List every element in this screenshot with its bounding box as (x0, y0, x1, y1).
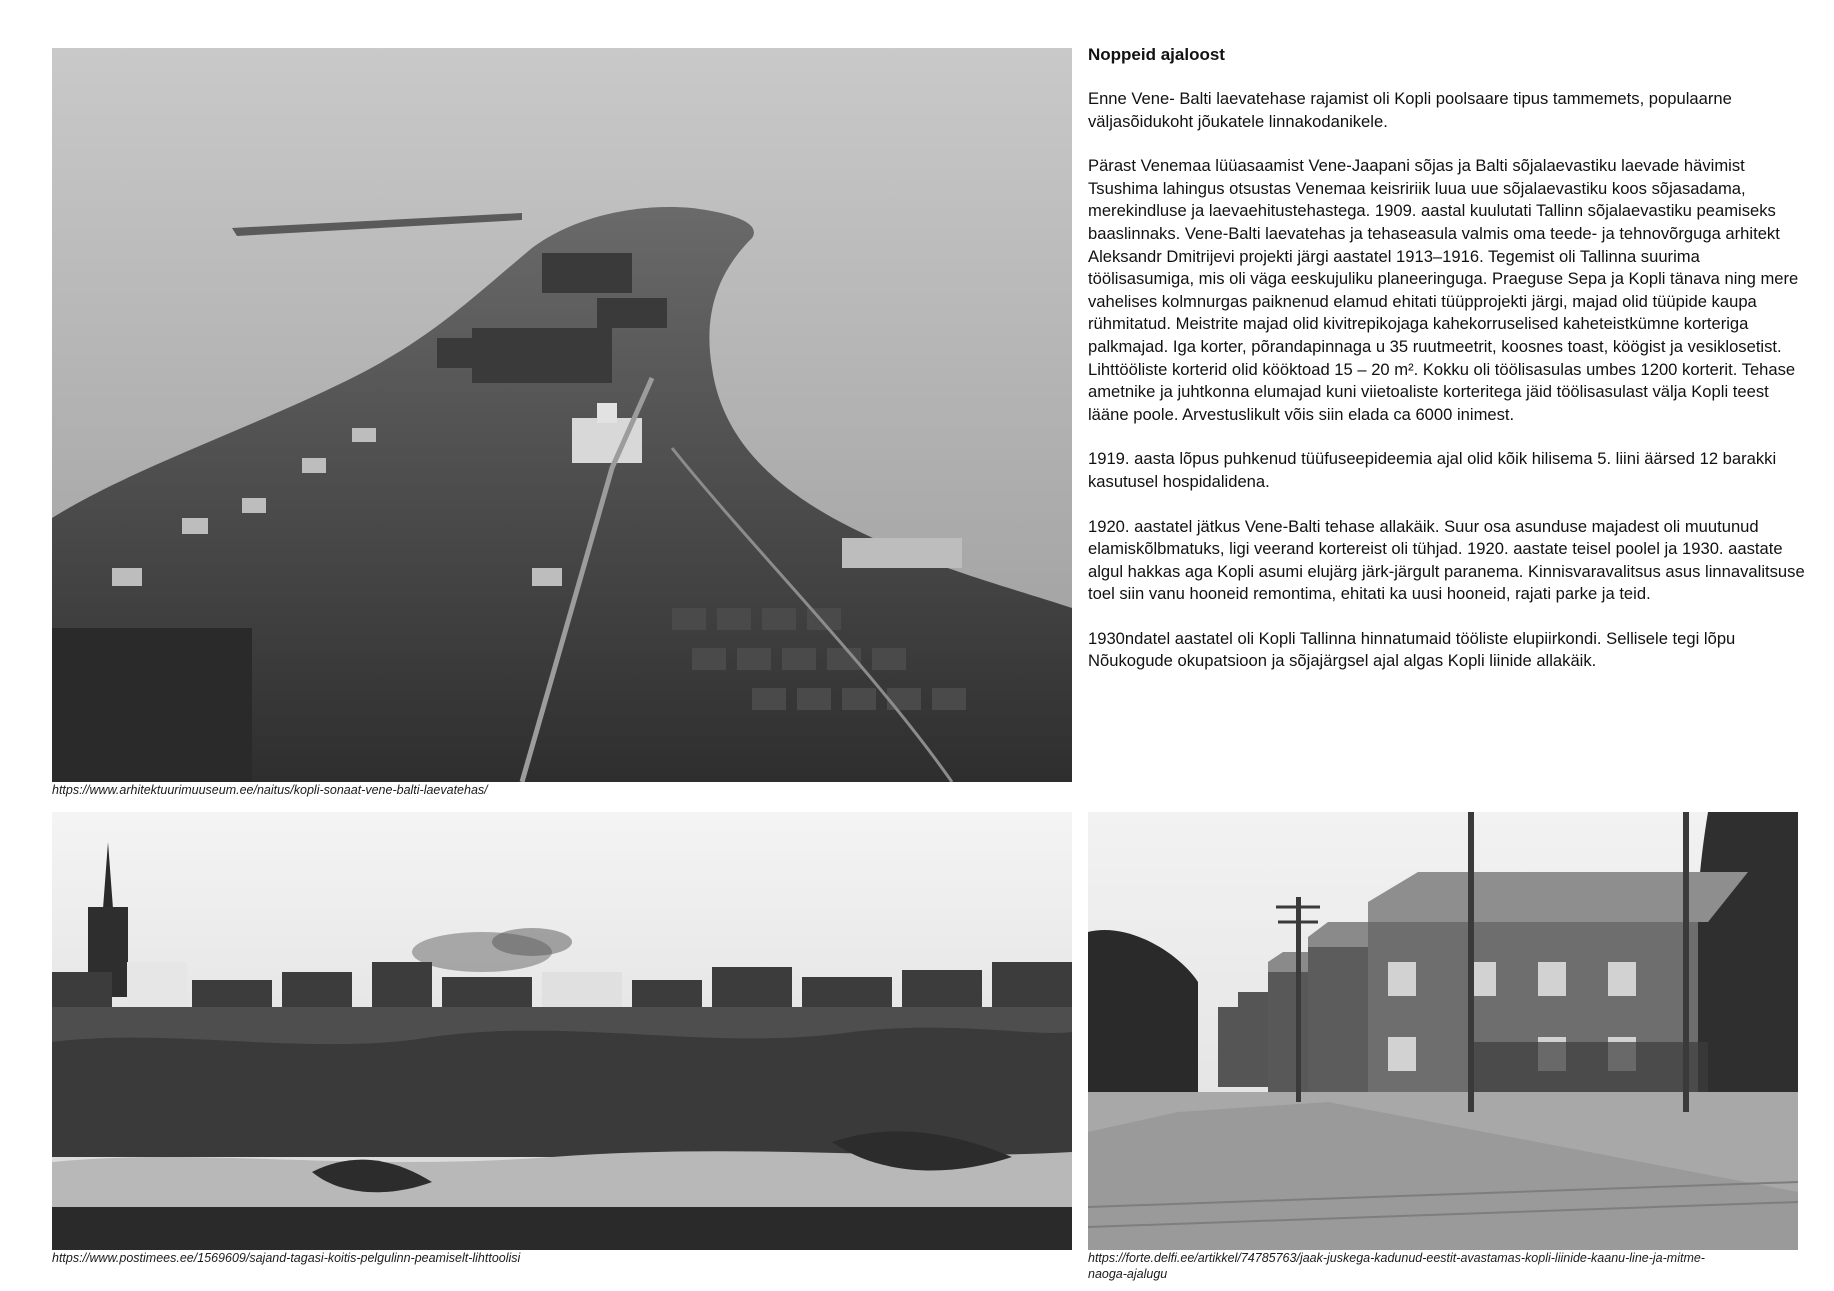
article-paragraph: 1930ndatel aastatel oli Kopli Tallinna hinnatumaid tööliste elupiirkondi. Sellisele tegi lõpu Nõukogude okupatsioon ja sõjajärgsel ajal algas Kopli liinide allakäik. (1088, 628, 1736, 671)
wetland-photo-drawing (52, 812, 1072, 1250)
aerial-photo-drawing (52, 48, 1072, 782)
wetland-town-photo (52, 812, 1072, 1250)
article-heading: Noppeid ajaloost (1088, 45, 1225, 64)
article-text (1088, 44, 1806, 695)
aerial-photo-kopli-peninsula (52, 48, 1072, 782)
wetland-photo-credit[interactable]: https://www.postimees.ee/1569609/sajand-tagasi-koitis-pelgulinn-peamiselt-lihttoolisi (52, 1251, 521, 1265)
article-paragraph: Pärast Venemaa lüüasaamist Vene-Jaapani sõjas ja Balti sõjalaevastiku laevade hävimist Tsushima lahingus otsustas Venemaa keisririik luua uue sõjalaevastiku koos sõjasadama, merekindluse ja laevaehitustehastega. 1909. aastal kuulutati Tallinn sõjalaevastiku peamiseks baaslinnaks. Vene-Balti laevatehas ja tehaseasula valmis oma teede- ja tehnovõrguga arhitekt Aleksandr Dmitrijevi projekti järgi aastatel 1913–1916. Tegemist oli Tallinna suurima töölisasumiga, mis oli väga eeskujuliku planeeringuga. Praeguse Sepa ja Kopli tänava ning mere vahelises kolmnurgas paiknenud elamud ehitati tüüpprojekti järgi, majad olid tüüpide kaupa rühmitatud. Meistrite majad olid kivitrepikojaga kahekorruselised kaheteistkümne korteriga palkmajad. Iga korter, põrandapinnaga u 35 ruutmeetrit, koosnes toast, köögist ja vesiklosetist. Lihttööliste korterid olid kööktoad 15 – 20 m². Kokku oli töölisasulas umbes 1200 korterit. Tehase ametnike ja juhtkonna elumajad kuni viietoaliste korteritega jäid töölisasulast välja Kopli teest lääne poole. Arvestuslikult võis siin elada ca 6000 inimest. (1088, 156, 1799, 424)
street-houses-photo (1088, 812, 1798, 1250)
article-paragraph: Enne Vene- Balti laevatehase rajamist oli Kopli poolsaare tipus tammemets, populaarne väljasõidukoht jõukatele linnakodanikele. (1088, 89, 1732, 131)
article-paragraph: 1919. aasta lõpus puhkenud tüüfuseepideemia ajal olid kõik hilisema 5. liini äärsed 12 barakki kasutusel hospidalidena. (1088, 449, 1777, 491)
street-photo-drawing (1088, 812, 1798, 1250)
street-photo-credit[interactable]: https://forte.delfi.ee/artikkel/74785763/jaak-juskega-kadunud-eestit-avastamas-kopli-liinide-kaanu-line-ja-mitme-naoga-ajalugu (1088, 1251, 1705, 1281)
aerial-photo-credit[interactable]: https://www.arhitektuurimuuseum.ee/naitus/kopli-sonaat-vene-balti-laevatehas/ (52, 783, 488, 797)
article-paragraph: 1920. aastatel jätkus Vene-Balti tehase allakäik. Suur osa asunduse majadest oli muutunud elamiskõlbmatuks, ligi veerand kortereist oli tühjad. 1920. aastate teisel poolel ja 1930. aastate algul hakkas aga Kopli asumi elujärg järk-järgult paranema. Kinnisvaravalitsus asus linnavalitsuse toel siin vanu hooneid remontima, ehitati ka uusi hooneid, rajati parke ja teid. (1088, 516, 1805, 604)
